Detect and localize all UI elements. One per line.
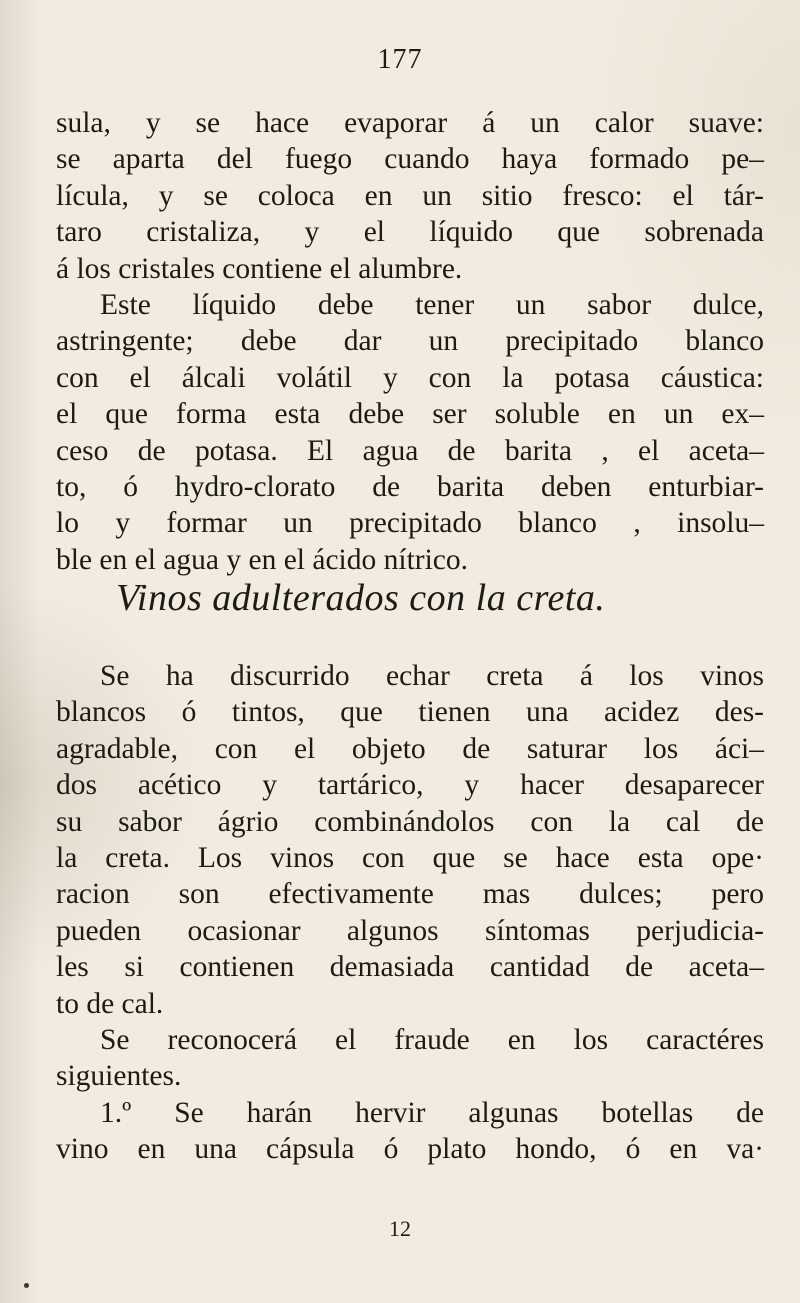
page-number: 177 — [377, 44, 423, 75]
text-line: sula, y se hace evaporar á un calor suave: — [56, 107, 764, 139]
text-line: la creta. Los vinos con que se hace esta ope· — [56, 841, 764, 874]
section-body — [56, 658, 764, 1167]
text-line: siguientes. — [56, 1060, 182, 1093]
text-line: agradable, con el objeto de saturar los áci– — [56, 732, 764, 765]
text-line: vino en una cápsula ó plato hondo, ó en va· — [56, 1133, 764, 1166]
text-line: á los cristales contiene el alumbre. — [56, 252, 463, 285]
text-line: les si contienen demasiada cantidad de aceta– — [56, 951, 764, 984]
text-line: to, ó hydro-clorato de barita deben enturbiar- — [56, 470, 764, 503]
text-line: su sabor ágrio combinándolos con la cal de — [56, 805, 764, 838]
text-line: dos acético y tartárico, y hacer desaparecer — [56, 769, 764, 802]
text-line: blancos ó tintos, que tienen una acidez des- — [56, 696, 764, 729]
text-line: lo y formar un precipitado blanco , insolu– — [56, 507, 764, 540]
text-line: ble en el agua y en el ácido nítrico. — [56, 543, 469, 576]
text-line: Este líquido debe tener un sabor dulce, — [100, 288, 764, 321]
text-line: Se ha discurrido echar creta á los vinos — [100, 660, 764, 692]
text-line: con el álcali volátil y con la potasa cáustica: — [56, 361, 764, 394]
text-line: se aparta del fuego cuando haya formado pe– — [56, 143, 764, 176]
section-heading: Vinos adulterados con la creta. — [116, 577, 606, 619]
text-line: racion son efectivamente mas dulces; pero — [56, 878, 764, 911]
text-line: lícula, y se coloca en un sitio fresco: el tár- — [56, 179, 764, 212]
text-line: taro cristaliza, y el líquido que sobrenada — [56, 216, 764, 249]
paragraph-continuation — [56, 105, 764, 578]
text-line: Se reconocerá el fraude en los caractéres — [100, 1023, 764, 1056]
text-line: pueden ocasionar algunos síntomas perjudicia- — [56, 914, 764, 947]
text-line: ceso de potasa. El agua de barita , el aceta– — [56, 434, 764, 467]
text-line: astringente; debe dar un precipitado blanco — [56, 325, 764, 358]
signature-mark: 12 — [389, 1216, 411, 1241]
text-line: to de cal. — [56, 987, 164, 1020]
ink-speck — [24, 1283, 29, 1288]
text-line: el que forma esta debe ser soluble en un ex– — [56, 398, 764, 431]
text-line: 1.º Se harán hervir algunas botellas de — [100, 1096, 764, 1129]
